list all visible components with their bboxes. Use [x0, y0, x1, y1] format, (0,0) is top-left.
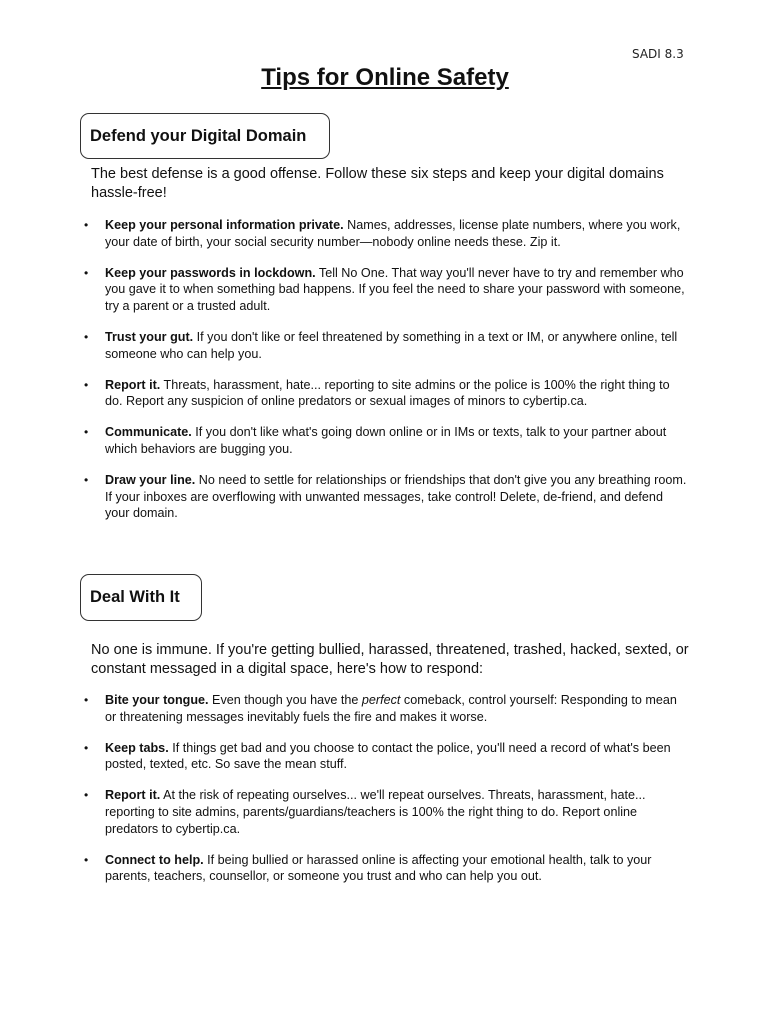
- item-text: If being bullied or harassed online is affecting your emotional health, talk to your parents, teachers, counsellor, or someone you trust and who can help you out.: [105, 852, 652, 884]
- item-emphasis: perfect: [361, 693, 401, 707]
- list-item: [0, 377, 770, 410]
- page-title: Tips for Online Safety: [261, 64, 509, 91]
- section-heading-defend: [80, 113, 330, 159]
- bullet-icon: •: [84, 788, 89, 803]
- item-lead: Connect to help.: [105, 852, 204, 867]
- bullet-icon: •: [84, 473, 89, 488]
- item-lead: Report it.: [105, 788, 161, 803]
- bullet-icon: •: [84, 218, 89, 232]
- section-intro-defend: The best defense is a good offense. Follow these six steps and keep your digital domains hassle-free!: [91, 166, 664, 201]
- list-item: [0, 472, 770, 522]
- bullet-icon: •: [84, 693, 89, 707]
- bullet-icon: •: [84, 265, 89, 280]
- item-text: Threats, harassment, hate... reporting to site admins or the police is 100% the right thing to do. Report any suspicion of online predators or sexual images of minors to cybertip.ca.: [105, 377, 670, 409]
- section-heading-label: Defend your Digital Domain: [90, 126, 307, 145]
- bullet-icon: •: [84, 377, 89, 392]
- item-lead: Report it.: [105, 377, 161, 392]
- list-item: [0, 852, 770, 885]
- item-text: If things get bad and you choose to contact the police, you'll need a record of what's been posted, texted, etc. So save the mean stuff.: [105, 740, 671, 772]
- item-text-cont: comeback, control yourself: Responding to mean or threatening messages inevitably fuels the fire and makes it worse.: [105, 693, 677, 724]
- section-heading-deal: [80, 574, 202, 621]
- list-item: [0, 692, 770, 725]
- list-item: [0, 329, 770, 362]
- list-item: [0, 217, 770, 250]
- list-item: [0, 265, 770, 315]
- item-text: If you don't like what's going down online or in IMs or texts, talk to your partner about which behaviors are bugging you.: [105, 425, 667, 456]
- tips-list-defend: [0, 217, 770, 536]
- item-text: If you don't like or feel threatened by something in a text or IM, or anywhere online, tell someone who can help you.: [105, 329, 678, 361]
- bullet-icon: •: [84, 852, 89, 867]
- item-text: Names, addresses, license plate numbers, where you work, your date of birth, your social security number—nobody online needs these. Zip it.: [105, 218, 681, 249]
- bullet-icon: •: [84, 329, 89, 344]
- section-heading-label: Deal With It: [90, 588, 180, 606]
- item-lead: Draw your line.: [105, 473, 196, 488]
- item-text: Even though you have the: [208, 693, 362, 707]
- item-lead: Trust your gut.: [105, 329, 194, 344]
- item-text: Tell No One. That way you'll never have to try and remember who you gave it to when something bad happens. If you feel the need to share your password with someone, try a parent or a trusted adult.: [105, 265, 685, 313]
- list-item: [0, 424, 770, 457]
- item-lead: Keep your personal information private.: [105, 218, 344, 232]
- bullet-icon: •: [84, 425, 89, 440]
- tips-list-deal: [0, 692, 770, 899]
- item-text: At the risk of repeating ourselves... we'll repeat ourselves. Threats, harassment, hate... reporting to site admins, parents/guardians/teachers is 100% the right thing to do. Report online predators to cybertip.ca.: [105, 788, 646, 836]
- item-text: No need to settle for relationships or friendships that don't give you any breathing room. If your inboxes are overflowing with unwanted messages, take control! Delete, de-friend, and defend your domain.: [105, 473, 687, 521]
- item-lead: Communicate.: [105, 425, 192, 440]
- document-code: SADI 8.3: [632, 47, 684, 61]
- item-lead: Keep your passwords in lockdown.: [105, 265, 316, 280]
- item-lead: Keep tabs.: [105, 740, 169, 755]
- list-item: [0, 787, 770, 837]
- list-item: [0, 740, 770, 773]
- section-intro-deal: No one is immune. If you're getting bullied, harassed, threatened, trashed, hacked, sexted, or constant messaged in a digital space, here's how to respond:: [91, 642, 689, 677]
- bullet-icon: •: [84, 740, 89, 755]
- item-lead: Bite your tongue.: [105, 693, 209, 707]
